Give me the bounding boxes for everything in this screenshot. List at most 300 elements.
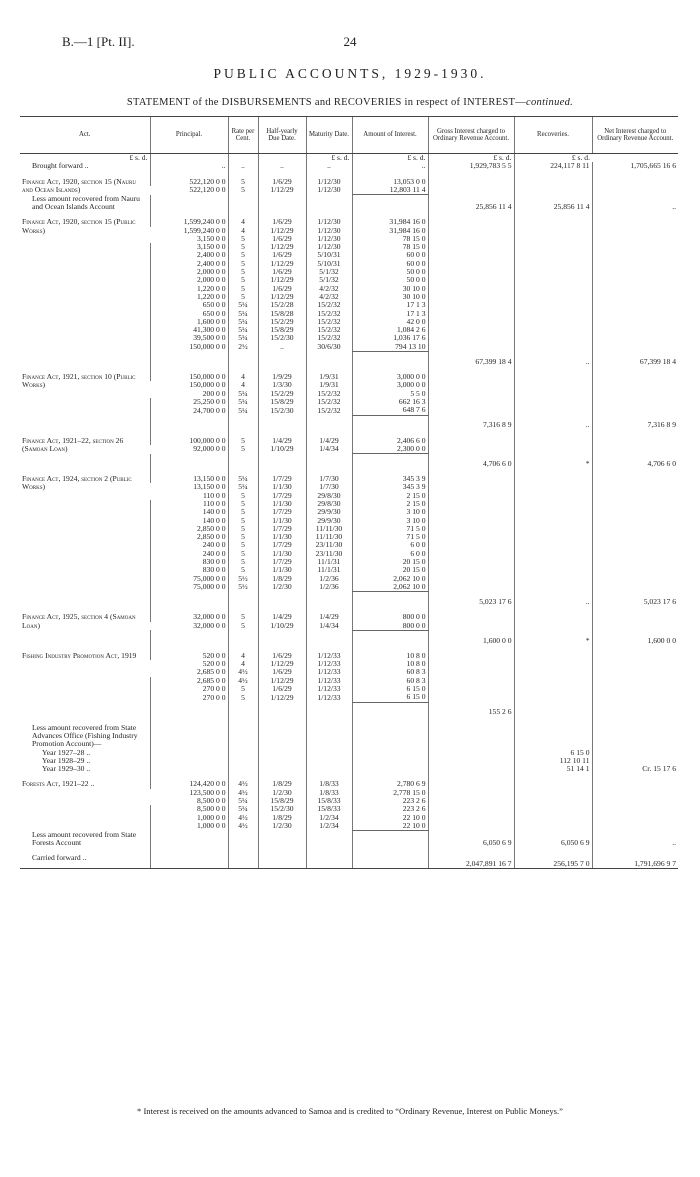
maturity-cell: 1/9/31 (306, 381, 352, 389)
net-cell (592, 381, 678, 389)
table-row (20, 550, 678, 558)
act-cont (20, 326, 150, 334)
principal-cell: 1,599,240 0 0 (150, 218, 228, 226)
table-row (20, 373, 678, 381)
amount-cell: 2,406 6 0 (352, 437, 428, 445)
act-cont (20, 268, 150, 276)
table-row (20, 276, 678, 284)
empty-cell (514, 847, 592, 854)
recoveries-total: .. (514, 352, 592, 367)
maturity-cell: 15/2/32 (306, 334, 352, 342)
amount-cell: 5 5 0 (352, 390, 428, 398)
empty-cell (306, 630, 352, 645)
empty-cell (592, 606, 678, 613)
empty-cell (228, 724, 258, 749)
empty-cell (258, 757, 306, 765)
rate-cell: 5¼ (228, 475, 258, 483)
amount-cell: 60 8 3 (352, 677, 428, 685)
table-row (20, 260, 678, 268)
gross-cell (428, 334, 514, 342)
principal-cell: 522,120 0 0 (150, 178, 228, 186)
table-row (20, 334, 678, 342)
maturity-cell: 15/2/32 (306, 398, 352, 406)
net-cell (592, 243, 678, 251)
recoveries-cell (514, 789, 592, 797)
rate-cell: 5 (228, 685, 258, 693)
empty-cell (428, 211, 514, 218)
empty-cell (258, 854, 306, 869)
gross-cell (428, 780, 514, 788)
empty-cell (352, 592, 428, 607)
net-cell (592, 677, 678, 685)
rate-cell: 5¼ (228, 797, 258, 805)
amount-cell: 17 1 3 (352, 310, 428, 318)
brought-forward-recoveries: 224,117 8 11 (514, 162, 592, 170)
maturity-cell: 11/11/30 (306, 525, 352, 533)
carried-forward-recoveries: 256,195 7 0 (514, 854, 592, 869)
net-cell (592, 310, 678, 318)
recoveries-cell (514, 343, 592, 352)
empty-cell (428, 171, 514, 178)
rate-cell: 4 (228, 652, 258, 660)
empty-cell (352, 454, 428, 469)
due-date-cell: 1/7/29 (258, 475, 306, 483)
empty-cell (228, 592, 258, 607)
due-date-cell: 1/4/29 (258, 437, 306, 445)
recoveries-cell (514, 406, 592, 415)
gross-cell (428, 525, 514, 533)
col-amount: Amount of Interest. (352, 117, 428, 154)
empty-cell (228, 352, 258, 367)
amount-cell: 42 0 0 (352, 318, 428, 326)
gross-cell (428, 227, 514, 235)
act-name: Finance Act, 1920, section 15 (Public Works) (22, 217, 136, 235)
net-cell (592, 550, 678, 558)
net-total: 67,399 18 4 (592, 352, 678, 367)
due-date-cell: .. (258, 343, 306, 352)
empty-cell (150, 592, 228, 607)
gross-cell (428, 483, 514, 491)
col-gross: Gross Interest charged to Ordinary Revenue Account. (428, 117, 514, 154)
maturity-cell: 11/1/31 (306, 566, 352, 574)
maturity-cell: 4/2/32 (306, 293, 352, 301)
maturity-cell: 1/8/33 (306, 789, 352, 797)
due-date-cell: 1/12/29 (258, 260, 306, 268)
amount-cell: 3,000 0 0 (352, 373, 428, 381)
gross-unit: £ s. d. (352, 154, 428, 163)
maturity-cell: 1/12/33 (306, 693, 352, 702)
empty-cell (352, 757, 428, 765)
net-cell (592, 390, 678, 398)
maturity-cell: 1/7/30 (306, 475, 352, 483)
gross-cell (428, 398, 514, 406)
recoveries-cell (514, 235, 592, 243)
spacer-row (20, 773, 678, 780)
empty-cell (150, 454, 228, 469)
gross-cell (428, 318, 514, 326)
act-cont (20, 533, 150, 541)
net-cell (592, 652, 678, 660)
principal-cell: 100,000 0 0 (150, 437, 228, 445)
empty-cell (258, 749, 306, 757)
net-cell (592, 276, 678, 284)
gross-cell (428, 251, 514, 259)
net-total: 5,023 17 6 (592, 592, 678, 607)
empty-cell (514, 211, 592, 218)
act-cont (20, 251, 150, 259)
gross-cell (428, 445, 514, 454)
recoveries-cell (514, 693, 592, 702)
empty-cell (258, 717, 306, 724)
amount-unit: £ s. d. (306, 154, 352, 163)
group-total-label (20, 702, 150, 717)
rate-cell: 5 (228, 178, 258, 186)
rate-cell: 5 (228, 285, 258, 293)
group-total-row (20, 630, 678, 645)
principal-cell: 2,850 0 0 (150, 533, 228, 541)
year-label: Year 1929–30 .. (42, 764, 91, 774)
recoveries-cell (514, 293, 592, 301)
gross-cell (428, 301, 514, 309)
recoveries-cell (514, 517, 592, 525)
due-date-cell: 15/2/29 (258, 318, 306, 326)
due-date-cell: 15/2/30 (258, 406, 306, 415)
gross-cell (428, 310, 514, 318)
principal-cell: 41,300 0 0 (150, 326, 228, 334)
empty-cell (352, 352, 428, 367)
empty-cell (428, 773, 514, 780)
net-cell (592, 583, 678, 592)
group-total-row (20, 592, 678, 607)
empty-cell (352, 847, 428, 854)
amount-cell: 794 13 10 (352, 343, 428, 352)
empty-cell (150, 717, 228, 724)
empty-cell (428, 366, 514, 373)
gross-total: 67,399 18 4 (428, 352, 514, 367)
net-cell (592, 622, 678, 631)
group-total-row (20, 352, 678, 367)
recoveries-cell (514, 660, 592, 668)
maturity-cell: 1/12/30 (306, 235, 352, 243)
maturity-cell: 1/12/30 (306, 186, 352, 195)
gross-cell (428, 685, 514, 693)
principal-cell: 270 0 0 (150, 685, 228, 693)
gross-cell (428, 583, 514, 592)
col-rate: Rate per Cent. (228, 117, 258, 154)
maturity-cell: 30/6/30 (306, 343, 352, 352)
maturity-cell: 1/12/33 (306, 660, 352, 668)
act-cont (20, 508, 150, 516)
amount-cell: 2,300 0 0 (352, 445, 428, 454)
recoveries-cell (514, 566, 592, 574)
gross-total: 1,600 0 0 (428, 630, 514, 645)
brought-forward-principal: .. (150, 162, 228, 170)
net-cell (592, 326, 678, 334)
empty-cell (592, 468, 678, 475)
due-date-cell: 15/2/28 (258, 301, 306, 309)
rate-cell: 5 (228, 525, 258, 533)
principal-cell: 3,150 0 0 (197, 233, 226, 243)
amount-cell: 6 0 0 (352, 541, 428, 549)
rate-cell: 5¼ (228, 406, 258, 415)
recoveries-cell (514, 227, 592, 235)
principal-cell: 75,000 0 0 (150, 575, 228, 583)
empty-cell (514, 773, 592, 780)
amount-cell: 2 15 0 (352, 500, 428, 508)
empty-cell (306, 724, 352, 749)
net-total: .. (592, 195, 678, 212)
empty-cell (592, 702, 678, 717)
recoveries-cell (514, 558, 592, 566)
empty-cell (228, 702, 258, 717)
empty-cell (258, 724, 306, 749)
net-cell (592, 334, 678, 342)
act-cont (20, 583, 150, 592)
due-date-cell: 1/10/29 (258, 445, 306, 454)
brought-forward-rate: .. (228, 162, 258, 170)
maturity-cell: 29/9/30 (306, 508, 352, 516)
recoveries-cell (514, 318, 592, 326)
net-cell (592, 227, 678, 235)
recoveries-cell (514, 445, 592, 454)
recoveries-cell (514, 525, 592, 533)
due-date-cell: 15/8/29 (258, 797, 306, 805)
act-cont (20, 814, 150, 822)
gross-cell (428, 475, 514, 483)
empty-cell (514, 171, 592, 178)
amount-cell: 71 5 0 (352, 533, 428, 541)
maturity-cell: 29/9/30 (306, 517, 352, 525)
rate-cell: 4 (228, 373, 258, 381)
table-row (20, 398, 678, 406)
act-cont (20, 243, 150, 251)
empty-cell (258, 195, 306, 212)
net-cell (592, 660, 678, 668)
empty-cell (228, 847, 258, 854)
rate-cell: 5 (228, 541, 258, 549)
empty-cell (306, 352, 352, 367)
amount-cell: 30 10 0 (352, 285, 428, 293)
maturity-cell: 15/8/33 (306, 805, 352, 813)
due-date-cell: 1/9/29 (258, 373, 306, 381)
table-row (20, 508, 678, 516)
table-row (20, 575, 678, 583)
principal-cell: 2,400 0 0 (150, 251, 228, 259)
empty-cell (352, 854, 428, 869)
principal-cell: 140 0 0 (150, 508, 228, 516)
maturity-cell: 1/2/36 (306, 583, 352, 592)
net-cell (592, 437, 678, 445)
net-cell (592, 235, 678, 243)
maturity-cell: 4/2/32 (306, 285, 352, 293)
empty-cell (428, 757, 514, 765)
rate-cell: 5 (228, 500, 258, 508)
due-date-cell: 1/12/29 (258, 693, 306, 702)
table-row (20, 541, 678, 549)
net-cell (592, 575, 678, 583)
rate-cell: 5¼ (228, 483, 258, 491)
empty-cell (258, 847, 306, 854)
principal-cell: 32,000 0 0 (193, 621, 226, 631)
empty-cell (306, 702, 352, 717)
recoveries-cell (514, 483, 592, 491)
amount-cell: 20 15 0 (352, 566, 428, 574)
principal-cell: 650 0 0 (150, 310, 228, 318)
empty-cell (306, 454, 352, 469)
due-date-cell: 1/6/29 (258, 235, 306, 243)
principal-cell: 830 0 0 (150, 566, 228, 574)
empty-cell (258, 702, 306, 717)
maturity-cell: 23/11/30 (306, 550, 352, 558)
empty-cell (306, 854, 352, 869)
maturity-cell: 15/2/32 (306, 326, 352, 334)
rate-cell: 5 (228, 533, 258, 541)
amount-cell: 78 15 0 (352, 243, 428, 251)
net-cell (592, 797, 678, 805)
principal-cell: 2,000 0 0 (150, 276, 228, 284)
rate-cell: 5¼ (228, 326, 258, 334)
amount-cell: 2,062 10 0 (352, 575, 428, 583)
amount-cell: 2,780 6 9 (352, 780, 428, 788)
table-row (20, 406, 678, 415)
due-date-cell: 1/8/29 (258, 780, 306, 788)
empty-cell (228, 630, 258, 645)
principal-cell: 25,250 0 0 (150, 398, 228, 406)
due-date-cell: 1/10/29 (258, 622, 306, 631)
maturity-cell: 23/11/30 (306, 541, 352, 549)
rate-cell: 4 (228, 227, 258, 235)
recoveries-cell (514, 301, 592, 309)
table-row (20, 500, 678, 508)
amount-cell: 3 10 0 (352, 508, 428, 516)
net-cell (592, 780, 678, 788)
recoveries-cell (514, 381, 592, 389)
recoveries-cell (514, 677, 592, 685)
due-date-cell: 1/1/30 (258, 483, 306, 491)
act-cont (20, 677, 150, 685)
due-date-cell: 1/6/29 (258, 668, 306, 676)
empty-cell (514, 724, 592, 749)
net-cell (592, 685, 678, 693)
empty-cell (592, 773, 678, 780)
act-cont (20, 318, 150, 326)
table-row (20, 251, 678, 259)
due-date-cell: 15/2/30 (258, 805, 306, 813)
table-row (20, 517, 678, 525)
brought-forward-label: Brought forward .. (32, 161, 89, 171)
rate-cell: 4 (228, 660, 258, 668)
table-row (20, 814, 678, 822)
gross-total: 155 2 6 (428, 702, 514, 717)
gross-cell (428, 218, 514, 226)
table-row (20, 310, 678, 318)
recoveries-cell (514, 390, 592, 398)
principal-cell: 140 0 0 (150, 517, 228, 525)
carried-forward-net: 1,791,696 9 7 (592, 854, 678, 869)
recoveries-cell (514, 822, 592, 831)
principal-cell: 2,400 0 0 (150, 260, 228, 268)
act-cont (20, 693, 150, 702)
net-cell (592, 814, 678, 822)
principal-cell: 1,220 0 0 (150, 293, 228, 301)
rate-cell: 5 (228, 260, 258, 268)
rate-cell: 2½ (228, 343, 258, 352)
principal-cell: 110 0 0 (203, 490, 226, 500)
due-date-cell: 1/7/29 (258, 508, 306, 516)
empty-cell (258, 454, 306, 469)
principal-cell: 200 0 0 (202, 388, 226, 398)
table-row (20, 293, 678, 301)
net-cell (592, 285, 678, 293)
net-cell (592, 668, 678, 676)
due-date-cell: 1/8/29 (258, 814, 306, 822)
rate-cell: 5 (228, 622, 258, 631)
amount-cell: 50 0 0 (352, 276, 428, 284)
due-date-cell: 1/6/29 (258, 285, 306, 293)
gross-total: 25,856 11 4 (428, 195, 514, 212)
rate-cell: 5 (228, 558, 258, 566)
gross-cell (428, 693, 514, 702)
amount-cell: 2,062 10 0 (352, 583, 428, 592)
rate-cell: 5 (228, 508, 258, 516)
principal-cell: 24,700 0 0 (150, 406, 228, 415)
table-row (20, 218, 678, 226)
year-recoveries: 51 14 1 (514, 765, 592, 773)
spacer-row (20, 847, 678, 854)
gross-cell (428, 668, 514, 676)
maturity-cell: 1/12/30 (306, 178, 352, 186)
act-name: Finance Act, 1925, section 4 (Samoan Loan) (22, 612, 136, 630)
rate-cell: 5 (228, 550, 258, 558)
recoveries-total: 6,050 6 9 (514, 831, 592, 848)
col-net: Net Interest charged to Ordinary Revenue Account. (592, 117, 678, 154)
empty-cell (592, 724, 678, 749)
rate-cell: 5 (228, 693, 258, 702)
group-total-row (20, 702, 678, 717)
act-name: Finance Act, 1921, section 10 (Public Works) (22, 372, 136, 390)
gross-cell (428, 566, 514, 574)
recoveries-cell (514, 575, 592, 583)
table-row (20, 268, 678, 276)
act-cont (20, 310, 150, 318)
table-row (20, 285, 678, 293)
act-name: Finance Act, 1924, section 2 (Public Works) (22, 474, 132, 492)
act-cont (20, 301, 150, 309)
maturity-cell: 1/12/33 (306, 685, 352, 693)
net-cell (592, 260, 678, 268)
empty-cell (514, 606, 592, 613)
empty-cell (514, 468, 592, 475)
rate-cell: 5 (228, 186, 258, 195)
principal-cell: 2,685 0 0 (150, 677, 228, 685)
rate-cell: 5 (228, 613, 258, 621)
net-cell (592, 492, 678, 500)
amount-cell: 13,053 0 0 (352, 178, 428, 186)
less-recovered-row (20, 724, 678, 749)
principal-cell: 240 0 0 (150, 550, 228, 558)
principal-cell: 2,000 0 0 (150, 268, 228, 276)
net-unit: £ s. d. (514, 154, 592, 163)
carried-forward-label: Carried forward .. (20, 854, 150, 869)
empty-cell (592, 430, 678, 437)
rate-cell: 4 (228, 381, 258, 389)
table-row (20, 343, 678, 352)
brought-forward-row (20, 162, 678, 170)
empty-cell (428, 606, 514, 613)
recoveries-cell (514, 218, 592, 226)
table-row (20, 583, 678, 592)
recoveries-cell (514, 533, 592, 541)
